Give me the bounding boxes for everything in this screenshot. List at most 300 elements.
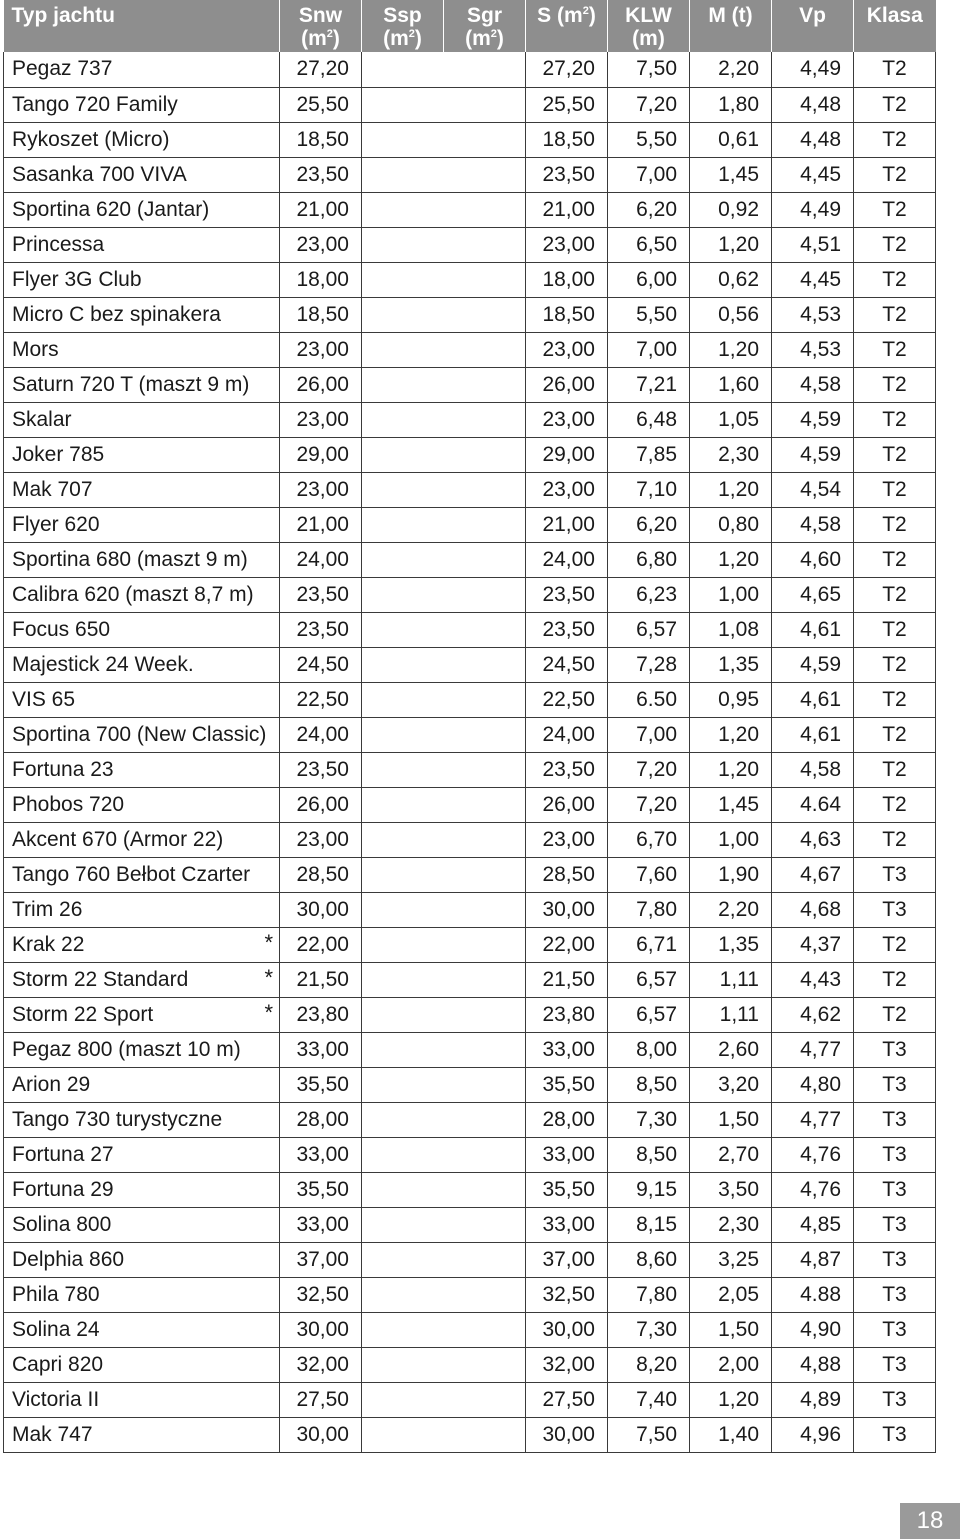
cell-s: 23,50 xyxy=(526,577,608,612)
cell-s: 33,00 xyxy=(526,1032,608,1067)
cell-klw: 7,80 xyxy=(608,1277,690,1312)
table-row xyxy=(4,1242,936,1277)
cell-m: 1,40 xyxy=(690,1417,772,1452)
cell-klw: 7,20 xyxy=(608,752,690,787)
cell-snw: 32,00 xyxy=(280,1347,362,1382)
cell-s: 21,00 xyxy=(526,192,608,227)
cell-m: 3,25 xyxy=(690,1242,772,1277)
cell-klw: 7,60 xyxy=(608,857,690,892)
cell-klw: 7,28 xyxy=(608,647,690,682)
cell-yacht-name: Sportina 620 (Jantar) xyxy=(4,192,280,227)
cell-klasa: T2 xyxy=(854,787,936,822)
cell-sgr xyxy=(444,1032,526,1067)
cell-yacht-name: Tango 720 Family xyxy=(4,87,280,122)
cell-snw: 23,00 xyxy=(280,402,362,437)
cell-sgr xyxy=(444,927,526,962)
cell-s: 23,00 xyxy=(526,822,608,857)
cell-m: 1,60 xyxy=(690,367,772,402)
cell-klasa: T2 xyxy=(854,472,936,507)
cell-s: 30,00 xyxy=(526,892,608,927)
cell-sgr xyxy=(444,1417,526,1452)
cell-snw: 35,50 xyxy=(280,1067,362,1102)
cell-ssp xyxy=(362,52,444,87)
cell-ssp xyxy=(362,542,444,577)
cell-sgr xyxy=(444,577,526,612)
cell-snw: 24,00 xyxy=(280,717,362,752)
cell-snw: 23,50 xyxy=(280,157,362,192)
cell-klasa: T2 xyxy=(854,927,936,962)
cell-ssp xyxy=(362,1417,444,1452)
cell-sgr xyxy=(444,227,526,262)
table-row xyxy=(4,297,936,332)
cell-vp: 4,45 xyxy=(772,157,854,192)
cell-ssp xyxy=(362,262,444,297)
cell-snw: 29,00 xyxy=(280,437,362,472)
cell-s: 30,00 xyxy=(526,1312,608,1347)
table-row xyxy=(4,192,936,227)
cell-vp: 4,48 xyxy=(772,122,854,157)
cell-sgr xyxy=(444,752,526,787)
cell-ssp xyxy=(362,682,444,717)
cell-ssp xyxy=(362,892,444,927)
cell-ssp xyxy=(362,297,444,332)
cell-m: 2,60 xyxy=(690,1032,772,1067)
cell-klasa: T2 xyxy=(854,437,936,472)
cell-sgr xyxy=(444,612,526,647)
cell-sgr xyxy=(444,787,526,822)
table-row xyxy=(4,437,936,472)
cell-m: 3,50 xyxy=(690,1172,772,1207)
cell-s: 18,50 xyxy=(526,297,608,332)
cell-yacht-name: Solina 800 xyxy=(4,1207,280,1242)
cell-s: 25,50 xyxy=(526,87,608,122)
cell-sgr xyxy=(444,822,526,857)
cell-s: 18,50 xyxy=(526,122,608,157)
cell-m: 1,08 xyxy=(690,612,772,647)
cell-snw: 33,00 xyxy=(280,1137,362,1172)
cell-yacht-name: Delphia 860 xyxy=(4,1242,280,1277)
cell-snw: 28,00 xyxy=(280,1102,362,1137)
cell-klasa: T3 xyxy=(854,857,936,892)
cell-yacht-name: Capri 820 xyxy=(4,1347,280,1382)
cell-ssp xyxy=(362,612,444,647)
cell-yacht-name: Solina 24 xyxy=(4,1312,280,1347)
cell-vp: 4,58 xyxy=(772,507,854,542)
cell-sgr xyxy=(444,437,526,472)
cell-klw: 7,20 xyxy=(608,787,690,822)
header-klasa: Klasa xyxy=(854,0,936,52)
cell-m: 1,50 xyxy=(690,1312,772,1347)
cell-snw: 23,00 xyxy=(280,822,362,857)
cell-klasa: T2 xyxy=(854,192,936,227)
cell-klasa: T3 xyxy=(854,892,936,927)
table-body xyxy=(4,52,936,1452)
table-row xyxy=(4,1137,936,1172)
cell-s: 23,80 xyxy=(526,997,608,1032)
cell-ssp xyxy=(362,822,444,857)
table-row xyxy=(4,787,936,822)
header-klw: KLW (m) xyxy=(608,0,690,52)
cell-vp: 4,96 xyxy=(772,1417,854,1452)
cell-vp: 4,62 xyxy=(772,997,854,1032)
cell-vp: 4,61 xyxy=(772,682,854,717)
cell-klw: 6,57 xyxy=(608,997,690,1032)
cell-vp: 4,49 xyxy=(772,52,854,87)
cell-s: 29,00 xyxy=(526,437,608,472)
cell-snw: 24,50 xyxy=(280,647,362,682)
cell-ssp xyxy=(362,1137,444,1172)
cell-sgr xyxy=(444,997,526,1032)
cell-yacht-name: Calibra 620 (maszt 8,7 m) xyxy=(4,577,280,612)
cell-yacht-name: Saturn 720 T (maszt 9 m) xyxy=(4,367,280,402)
cell-m: 1,00 xyxy=(690,577,772,612)
cell-klw: 6,80 xyxy=(608,542,690,577)
table-row xyxy=(4,52,936,87)
cell-sgr xyxy=(444,1067,526,1102)
cell-s: 35,50 xyxy=(526,1172,608,1207)
table-row xyxy=(4,1067,936,1102)
cell-vp: 4,58 xyxy=(772,367,854,402)
cell-yacht-name: Rykoszet (Micro) xyxy=(4,122,280,157)
cell-ssp xyxy=(362,717,444,752)
table-row xyxy=(4,752,936,787)
cell-sgr xyxy=(444,1277,526,1312)
cell-snw: 23,00 xyxy=(280,332,362,367)
cell-klw: 6,48 xyxy=(608,402,690,437)
cell-sgr xyxy=(444,1242,526,1277)
cell-snw: 23,00 xyxy=(280,472,362,507)
cell-sgr xyxy=(444,52,526,87)
cell-s: 22,00 xyxy=(526,927,608,962)
table-row xyxy=(4,87,936,122)
cell-m: 2,05 xyxy=(690,1277,772,1312)
cell-snw: 18,50 xyxy=(280,122,362,157)
cell-klw: 6,20 xyxy=(608,507,690,542)
cell-ssp xyxy=(362,1347,444,1382)
table-row xyxy=(4,1207,936,1242)
cell-vp: 4,43 xyxy=(772,962,854,997)
cell-klasa: T2 xyxy=(854,507,936,542)
cell-snw: 27,50 xyxy=(280,1382,362,1417)
cell-sgr xyxy=(444,857,526,892)
table-row xyxy=(4,367,936,402)
cell-klw: 6,70 xyxy=(608,822,690,857)
asterisk-marker: * xyxy=(264,964,273,990)
cell-snw: 37,00 xyxy=(280,1242,362,1277)
cell-klasa: T3 xyxy=(854,1312,936,1347)
cell-sgr xyxy=(444,472,526,507)
cell-snw: 26,00 xyxy=(280,787,362,822)
cell-klw: 6,71 xyxy=(608,927,690,962)
cell-klasa: T2 xyxy=(854,297,936,332)
yacht-table xyxy=(3,0,936,1453)
cell-m: 1,90 xyxy=(690,857,772,892)
cell-yacht-name: Sportina 680 (maszt 9 m) xyxy=(4,542,280,577)
cell-ssp xyxy=(362,1207,444,1242)
cell-snw: 21,50 xyxy=(280,962,362,997)
cell-snw: 24,00 xyxy=(280,542,362,577)
cell-ssp xyxy=(362,472,444,507)
cell-m: 1,45 xyxy=(690,787,772,822)
cell-sgr xyxy=(444,262,526,297)
cell-yacht-name: Fortuna 23 xyxy=(4,752,280,787)
table-row xyxy=(4,962,936,997)
table-row xyxy=(4,1417,936,1452)
cell-s: 23,50 xyxy=(526,612,608,647)
cell-sgr xyxy=(444,297,526,332)
cell-yacht-name: Mak 707 xyxy=(4,472,280,507)
cell-klw: 8,60 xyxy=(608,1242,690,1277)
cell-sgr xyxy=(444,682,526,717)
cell-yacht-name: Flyer 620 xyxy=(4,507,280,542)
cell-yacht-name: Sasanka 700 VIVA xyxy=(4,157,280,192)
cell-klw: 8,20 xyxy=(608,1347,690,1382)
cell-m: 0,62 xyxy=(690,262,772,297)
cell-vp: 4.88 xyxy=(772,1277,854,1312)
cell-m: 1,05 xyxy=(690,402,772,437)
table-row xyxy=(4,1347,936,1382)
cell-ssp xyxy=(362,1382,444,1417)
cell-vp: 4,45 xyxy=(772,262,854,297)
cell-sgr xyxy=(444,402,526,437)
cell-vp: 4,37 xyxy=(772,927,854,962)
cell-s: 37,00 xyxy=(526,1242,608,1277)
cell-m: 1,11 xyxy=(690,962,772,997)
cell-snw: 23,00 xyxy=(280,227,362,262)
cell-yacht-name: Princessa xyxy=(4,227,280,262)
cell-klw: 7,20 xyxy=(608,87,690,122)
cell-snw: 27,20 xyxy=(280,52,362,87)
cell-klasa: T3 xyxy=(854,1207,936,1242)
cell-sgr xyxy=(444,87,526,122)
cell-vp: 4,53 xyxy=(772,297,854,332)
table-row xyxy=(4,892,936,927)
cell-vp: 4,90 xyxy=(772,1312,854,1347)
cell-yacht-name: VIS 65 xyxy=(4,682,280,717)
cell-m: 1,11 xyxy=(690,997,772,1032)
cell-ssp xyxy=(362,1067,444,1102)
cell-s: 26,00 xyxy=(526,367,608,402)
cell-ssp xyxy=(362,647,444,682)
cell-yacht-name: Majestick 24 Week. xyxy=(4,647,280,682)
cell-s: 33,00 xyxy=(526,1207,608,1242)
cell-sgr xyxy=(444,157,526,192)
cell-klw: 8,00 xyxy=(608,1032,690,1067)
cell-klasa: T3 xyxy=(854,1032,936,1067)
cell-vp: 4,68 xyxy=(772,892,854,927)
cell-m: 0,61 xyxy=(690,122,772,157)
table-row xyxy=(4,1172,936,1207)
cell-vp: 4,53 xyxy=(772,332,854,367)
cell-ssp xyxy=(362,87,444,122)
cell-klw: 9,15 xyxy=(608,1172,690,1207)
table-row xyxy=(4,402,936,437)
cell-ssp xyxy=(362,332,444,367)
cell-sgr xyxy=(444,1137,526,1172)
cell-vp: 4,59 xyxy=(772,437,854,472)
cell-snw: 23,80 xyxy=(280,997,362,1032)
cell-yacht-name: Skalar xyxy=(4,402,280,437)
cell-m: 1,35 xyxy=(690,927,772,962)
cell-s: 21,00 xyxy=(526,507,608,542)
cell-sgr xyxy=(444,717,526,752)
cell-s: 23,00 xyxy=(526,227,608,262)
cell-klw: 7,00 xyxy=(608,157,690,192)
cell-yacht-name: Krak 22 * xyxy=(4,927,280,962)
table-row xyxy=(4,997,936,1032)
cell-vp: 4,59 xyxy=(772,402,854,437)
cell-vp: 4,88 xyxy=(772,1347,854,1382)
cell-yacht-name: Pegaz 737 xyxy=(4,52,280,87)
cell-yacht-name: Joker 785 xyxy=(4,437,280,472)
cell-yacht-name: Focus 650 xyxy=(4,612,280,647)
table-row xyxy=(4,647,936,682)
cell-m: 2,70 xyxy=(690,1137,772,1172)
cell-klw: 6.50 xyxy=(608,682,690,717)
cell-klw: 6,57 xyxy=(608,962,690,997)
cell-snw: 23,50 xyxy=(280,612,362,647)
cell-s: 28,00 xyxy=(526,1102,608,1137)
cell-snw: 35,50 xyxy=(280,1172,362,1207)
cell-klasa: T2 xyxy=(854,332,936,367)
cell-ssp xyxy=(362,402,444,437)
cell-klasa: T2 xyxy=(854,962,936,997)
cell-m: 1,20 xyxy=(690,472,772,507)
cell-snw: 21,00 xyxy=(280,192,362,227)
cell-s: 21,50 xyxy=(526,962,608,997)
cell-sgr xyxy=(444,122,526,157)
cell-klasa: T2 xyxy=(854,157,936,192)
cell-klasa: T2 xyxy=(854,52,936,87)
cell-ssp xyxy=(362,857,444,892)
cell-s: 26,00 xyxy=(526,787,608,822)
cell-klasa: T2 xyxy=(854,612,936,647)
cell-klasa: T3 xyxy=(854,1102,936,1137)
cell-klw: 7,30 xyxy=(608,1102,690,1137)
cell-yacht-name: Micro C bez spinakera xyxy=(4,297,280,332)
cell-snw: 28,50 xyxy=(280,857,362,892)
cell-sgr xyxy=(444,507,526,542)
cell-klasa: T2 xyxy=(854,367,936,402)
cell-ssp xyxy=(362,1172,444,1207)
table-row xyxy=(4,262,936,297)
cell-s: 32,00 xyxy=(526,1347,608,1382)
cell-klasa: T2 xyxy=(854,227,936,262)
asterisk-marker: * xyxy=(264,999,273,1025)
table-row xyxy=(4,472,936,507)
cell-snw: 30,00 xyxy=(280,1312,362,1347)
table-row xyxy=(4,227,936,262)
cell-snw: 22,50 xyxy=(280,682,362,717)
cell-vp: 4,77 xyxy=(772,1102,854,1137)
cell-m: 2,30 xyxy=(690,437,772,472)
cell-yacht-name: Tango 760 Bełbot Czarter xyxy=(4,857,280,892)
cell-klw: 7,00 xyxy=(608,332,690,367)
cell-ssp xyxy=(362,752,444,787)
cell-yacht-name: Phila 780 xyxy=(4,1277,280,1312)
cell-ssp xyxy=(362,227,444,262)
cell-m: 1,35 xyxy=(690,647,772,682)
cell-snw: 33,00 xyxy=(280,1207,362,1242)
cell-klw: 6,50 xyxy=(608,227,690,262)
cell-sgr xyxy=(444,892,526,927)
cell-sgr xyxy=(444,1207,526,1242)
cell-ssp xyxy=(362,1277,444,1312)
cell-ssp xyxy=(362,367,444,402)
cell-ssp xyxy=(362,1032,444,1067)
header-ssp: Ssp $(m^2)$ xyxy=(362,0,444,52)
cell-klasa: T2 xyxy=(854,262,936,297)
cell-m: 1,80 xyxy=(690,87,772,122)
cell-s: 18,00 xyxy=(526,262,608,297)
cell-klw: 7,10 xyxy=(608,472,690,507)
table-row xyxy=(4,122,936,157)
cell-yacht-name: Victoria II xyxy=(4,1382,280,1417)
cell-m: 1,20 xyxy=(690,227,772,262)
cell-klasa: T2 xyxy=(854,752,936,787)
header-m: M (t) xyxy=(690,0,772,52)
cell-klw: 7,50 xyxy=(608,1417,690,1452)
cell-yacht-name: Arion 29 xyxy=(4,1067,280,1102)
table-row xyxy=(4,1032,936,1067)
cell-klasa: T2 xyxy=(854,997,936,1032)
cell-vp: 4,60 xyxy=(772,542,854,577)
cell-sgr xyxy=(444,332,526,367)
cell-klasa: T3 xyxy=(854,1347,936,1382)
cell-klasa: T2 xyxy=(854,577,936,612)
cell-klasa: T3 xyxy=(854,1417,936,1452)
cell-klw: 5,50 xyxy=(608,122,690,157)
cell-snw: 18,00 xyxy=(280,262,362,297)
cell-ssp xyxy=(362,122,444,157)
cell-vp: 4,58 xyxy=(772,752,854,787)
cell-yacht-name: Trim 26 xyxy=(4,892,280,927)
cell-klw: 7,21 xyxy=(608,367,690,402)
cell-s: 23,00 xyxy=(526,472,608,507)
cell-m: 1,20 xyxy=(690,1382,772,1417)
cell-snw: 21,00 xyxy=(280,507,362,542)
cell-klw: 5,50 xyxy=(608,297,690,332)
cell-ssp xyxy=(362,1242,444,1277)
header-sgr: Sgr $(m^2)$ xyxy=(444,0,526,52)
cell-sgr xyxy=(444,1102,526,1137)
cell-snw: 22,00 xyxy=(280,927,362,962)
cell-vp: 4,59 xyxy=(772,647,854,682)
cell-ssp xyxy=(362,962,444,997)
cell-s: 24,50 xyxy=(526,647,608,682)
table-row xyxy=(4,1312,936,1347)
cell-vp: 4,67 xyxy=(772,857,854,892)
table-header-row xyxy=(4,0,936,52)
table-row xyxy=(4,612,936,647)
cell-m: 1,20 xyxy=(690,332,772,367)
cell-m: 2,00 xyxy=(690,1347,772,1382)
cell-klw: 7,85 xyxy=(608,437,690,472)
cell-sgr xyxy=(444,192,526,227)
cell-vp: 4,80 xyxy=(772,1067,854,1102)
cell-m: 0,95 xyxy=(690,682,772,717)
cell-sgr xyxy=(444,1347,526,1382)
cell-yacht-name: Mors xyxy=(4,332,280,367)
cell-klw: 7,40 xyxy=(608,1382,690,1417)
cell-snw: 30,00 xyxy=(280,892,362,927)
header-s: S $(m^2)$ xyxy=(526,0,608,52)
cell-yacht-name: Akcent 670 (Armor 22) xyxy=(4,822,280,857)
cell-m: 1,50 xyxy=(690,1102,772,1137)
table-row xyxy=(4,542,936,577)
cell-ssp xyxy=(362,157,444,192)
table-row xyxy=(4,507,936,542)
